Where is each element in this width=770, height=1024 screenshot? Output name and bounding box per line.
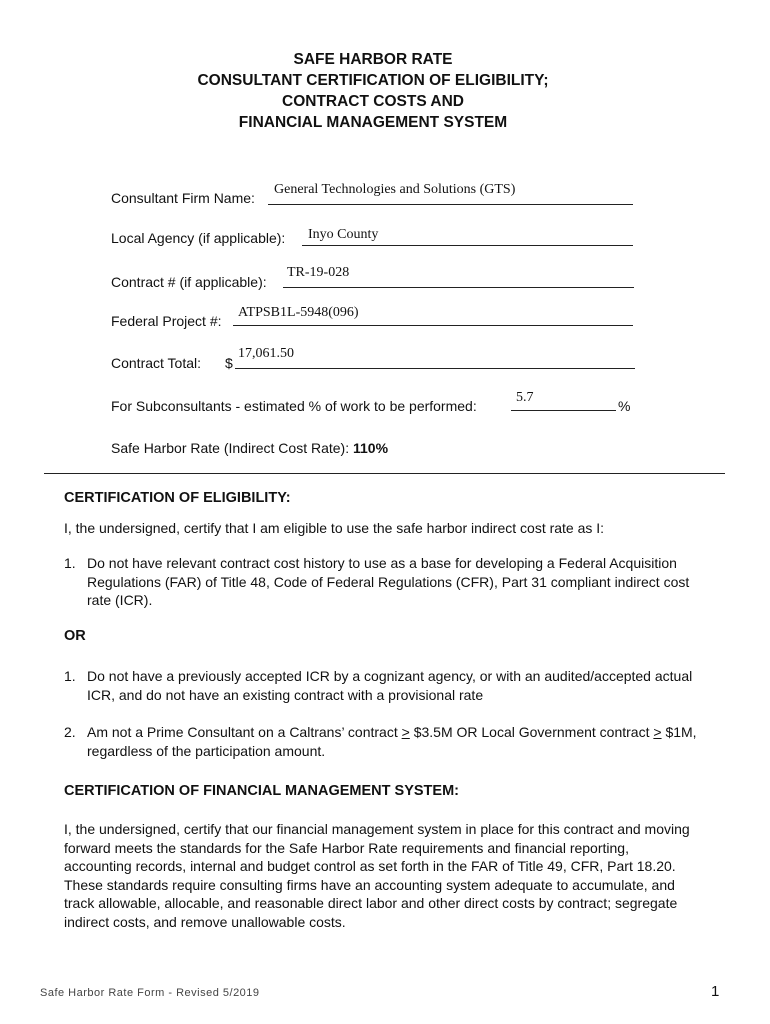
title-line-2: CONSULTANT CERTIFICATION OF ELIGIBILITY; (197, 72, 549, 89)
contract-number-label: Contract # (if applicable): (111, 274, 267, 290)
safe-harbor-rate (111, 440, 388, 456)
document-title (0, 49, 746, 133)
or-separator: OR (64, 628, 86, 644)
financial-body: I, the undersigned, certify that our financial management system in place for this contract and moving forward meets the standards for the Safe Harbor Rate requirements and financial reporting, accounting records, internal and budget control as set forth in the FAR of Title 49, CFR, Part 18.20. These standards require consulting firms have an accounting system adequate to accumulate, and track allowable, allocable, and reasonable direct labor and other direct costs by contract; segregate indirect costs, and remove unallowable costs. (64, 821, 690, 930)
contract-total-line (235, 368, 635, 369)
list-text: Do not have a previously accepted ICR by a cognizant agency, or with an audited/accepted actual ICR, and do not have an existing contract with a provisional rate (87, 668, 693, 703)
contract-total-field[interactable]: 17,061.50 (238, 346, 294, 361)
currency-symbol: $ (225, 355, 233, 371)
percent-unit: % (618, 398, 631, 414)
title-line-1: SAFE HARBOR RATE (293, 51, 453, 68)
safe-harbor-rate-value: 110% (353, 440, 389, 456)
firm-name-field[interactable]: General Technologies and Solutions (GTS) (274, 182, 516, 197)
list-text-part: $1M, regardless of the participation amount. (87, 724, 697, 759)
title-line-4: FINANCIAL MANAGEMENT SYSTEM (238, 114, 508, 131)
local-agency-label: Local Agency (if applicable): (111, 230, 286, 246)
contract-number-field[interactable]: TR-19-028 (287, 265, 350, 280)
page-number: 1 (711, 983, 720, 1000)
subconsultant-percent-line (511, 410, 616, 411)
footer-revision: Safe Harbor Rate Form - Revised 5/2019 (40, 987, 260, 999)
financial-heading: CERTIFICATION OF FINANCIAL MANAGEMENT SYSTEM: (64, 783, 459, 799)
contract-total-label: Contract Total: (111, 355, 202, 371)
subconsultant-percent-field[interactable]: 5.7 (516, 390, 534, 405)
federal-project-label: Federal Project #: (111, 313, 222, 329)
list-number: 2. (64, 724, 76, 740)
subconsultant-percent-label: For Subconsultants - estimated % of work to be performed: (111, 398, 477, 414)
federal-project-line (233, 325, 633, 326)
title-line-3: CONTRACT COSTS AND (282, 93, 464, 110)
local-agency-field[interactable]: Inyo County (308, 227, 379, 242)
list-text (87, 723, 702, 760)
list-text-part: $3.5M OR Local Government contract (409, 724, 654, 740)
eligibility-heading: CERTIFICATION OF ELIGIBILITY: (64, 490, 291, 506)
list-number: 1. (64, 555, 76, 571)
federal-project-field[interactable]: ATPSB1L-5948(096) (238, 305, 359, 320)
section-divider (44, 473, 725, 474)
greater-equal-symbol: > (653, 724, 662, 740)
firm-name-line (268, 204, 633, 205)
contract-number-line (283, 287, 634, 288)
safe-harbor-rate-label: Safe Harbor Rate (Indirect Cost Rate): (111, 440, 350, 456)
greater-equal-symbol: > (401, 724, 410, 740)
list-number: 1. (64, 668, 76, 684)
list-text-part: Am not a Prime Consultant on a Caltrans’ contract (87, 724, 402, 740)
local-agency-line (302, 245, 633, 246)
firm-name-label: Consultant Firm Name: (111, 190, 255, 206)
eligibility-intro: I, the undersigned, certify that I am eligible to use the safe harbor indirect cost rate as I: (64, 520, 605, 536)
list-text: Do not have relevant contract cost history to use as a base for developing a Federal Acquisition Regulations (FAR) of Title 48, Code of Federal Regulations (CFR), Part 31 compliant indirect cost rate (ICR). (87, 555, 690, 608)
